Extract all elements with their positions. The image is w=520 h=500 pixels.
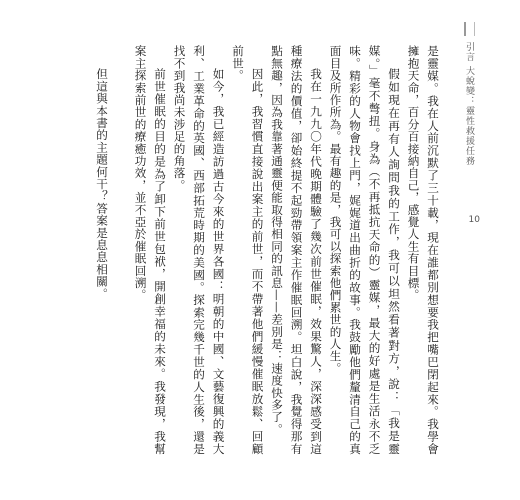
paragraph: 如今，我已經造訪過古今來的世界各國：明朝的中國、文藝復興的義大利、工業革命的英國、西部拓荒時期的美國。探索完幾千世的人生後，還是找不到我尚未涉足的角落。 bbox=[172, 45, 226, 455]
paragraph: 因此，我習慣直接說出案主的前世，而不帶著他們緩慢催眠放鬆、回顧前世。 bbox=[231, 45, 265, 455]
header-section-label: 引言 bbox=[464, 42, 474, 62]
header-ornament-icon bbox=[464, 22, 475, 36]
paragraph: 是靈媒。我在人前沉默了三十載，現在誰都別想要我把嘴巴閉起來。我學會擁抱天命，百分百接納自己，感覺人生有目標。 bbox=[406, 45, 440, 455]
paragraph: 我在一九九〇年代晚期體驗了幾次前世催眠，效果驚人，深深感受到這種療法的價值，卻始終提不起勁帶領案主作催眠回溯。坦白說，我覺得那有點無趣，因為我靠著通靈便能取得相同的訊息——差別是：速度快多了。 bbox=[270, 45, 323, 455]
paragraph: 前世催眠的目的是為了卸下前世包袱，開創幸福的未來。我發現，我幫案主探索前世的療癒功效，並不亞於催眠回溯。 bbox=[133, 45, 167, 455]
page-number: 10 bbox=[468, 215, 480, 225]
paragraph: 假如現在再有人詢問我的工作，我可以坦然看著對方，說：「我是靈媒。」毫不彆扭。身為（不再抵抗天命的）靈媒，最大的好處是生活永不乏味。精彩的人物會找上門，娓娓道出曲折的故事。我鼓勵他們釐清自己的真面目及所作所為。最有趣的是，我可以探索他們累世的人生。 bbox=[328, 45, 401, 455]
running-header bbox=[463, 22, 476, 166]
paragraph: 但這與本書的主題何干？答案是息息相關。 bbox=[95, 68, 109, 300]
body-text bbox=[42, 45, 442, 455]
header-chapter-title: 大蛻變：靈性救援任務 bbox=[464, 66, 474, 166]
